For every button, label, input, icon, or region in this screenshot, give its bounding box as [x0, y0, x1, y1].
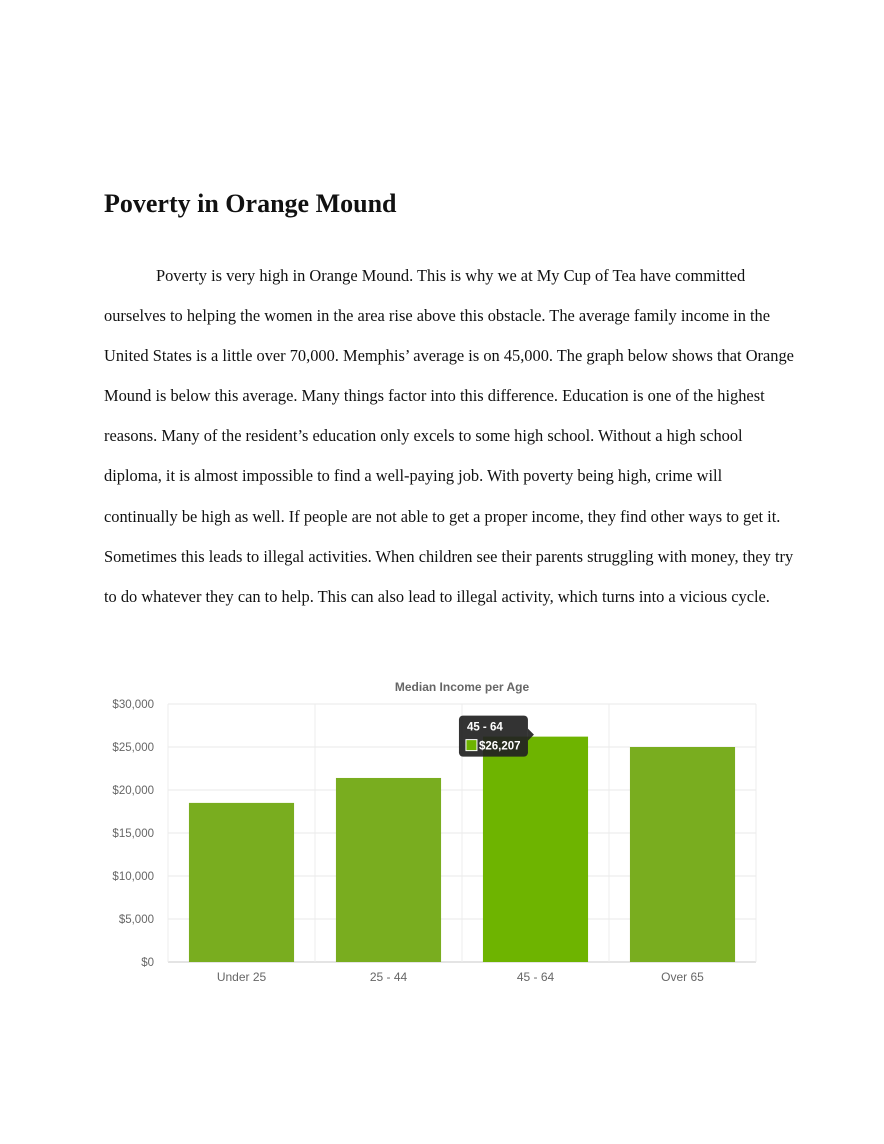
- body-paragraph: Poverty is very high in Orange Mound. This is why we at My Cup of Tea have committed ourselves to helping the women in the area rise above this obstacle. The average family income in the United States is a little over 70,000. Memphis’ average is on 45,000. The graph below shows that Orange Mound is below this average. Many things factor into this difference. Education is one of the highest reasons. Many of the resident’s education only excels to some high school. Without a high school diploma, it is almost impossible to find a well-paying job. With poverty being high, crime will continually be high as well. If people are not able to get a proper income, they find other ways to get it. Sometimes this leads to illegal activities. When children see their parents struggling with money, they try to do whatever they can to help. This can also lead to illegal activity, which turns into a vicious cycle.: [104, 266, 794, 606]
- chart-tooltip: [459, 716, 534, 757]
- income-chart: [96, 672, 776, 1002]
- bar-45-64: [483, 737, 588, 962]
- tooltip-value: $26,207: [478, 740, 521, 753]
- bar-under-25: [189, 803, 294, 962]
- tooltip-swatch: [466, 740, 477, 751]
- page-title: Poverty in Orange Mound: [104, 189, 397, 218]
- x-tick-label: 45 - 64: [516, 970, 555, 984]
- y-tick-label: $25,000: [112, 742, 154, 754]
- x-tick-label: 25 - 44: [369, 970, 408, 984]
- y-tick-label: $20,000: [112, 785, 154, 797]
- y-tick-label: $5,000: [118, 914, 154, 926]
- bar-25-44: [336, 778, 441, 962]
- y-tick-label: $15,000: [112, 828, 154, 840]
- tooltip-category: 45 - 64: [466, 721, 503, 734]
- y-tick-label: $0: [141, 957, 154, 969]
- y-tick-label: $30,000: [112, 699, 154, 711]
- bar-chart-svg: [96, 672, 776, 1002]
- x-tick-label: Under 25: [216, 970, 267, 984]
- y-tick-label: $10,000: [112, 871, 154, 883]
- chart-title: Median Income per Age: [394, 680, 530, 694]
- bar-over-65: [630, 747, 735, 962]
- x-tick-label: Over 65: [661, 970, 704, 984]
